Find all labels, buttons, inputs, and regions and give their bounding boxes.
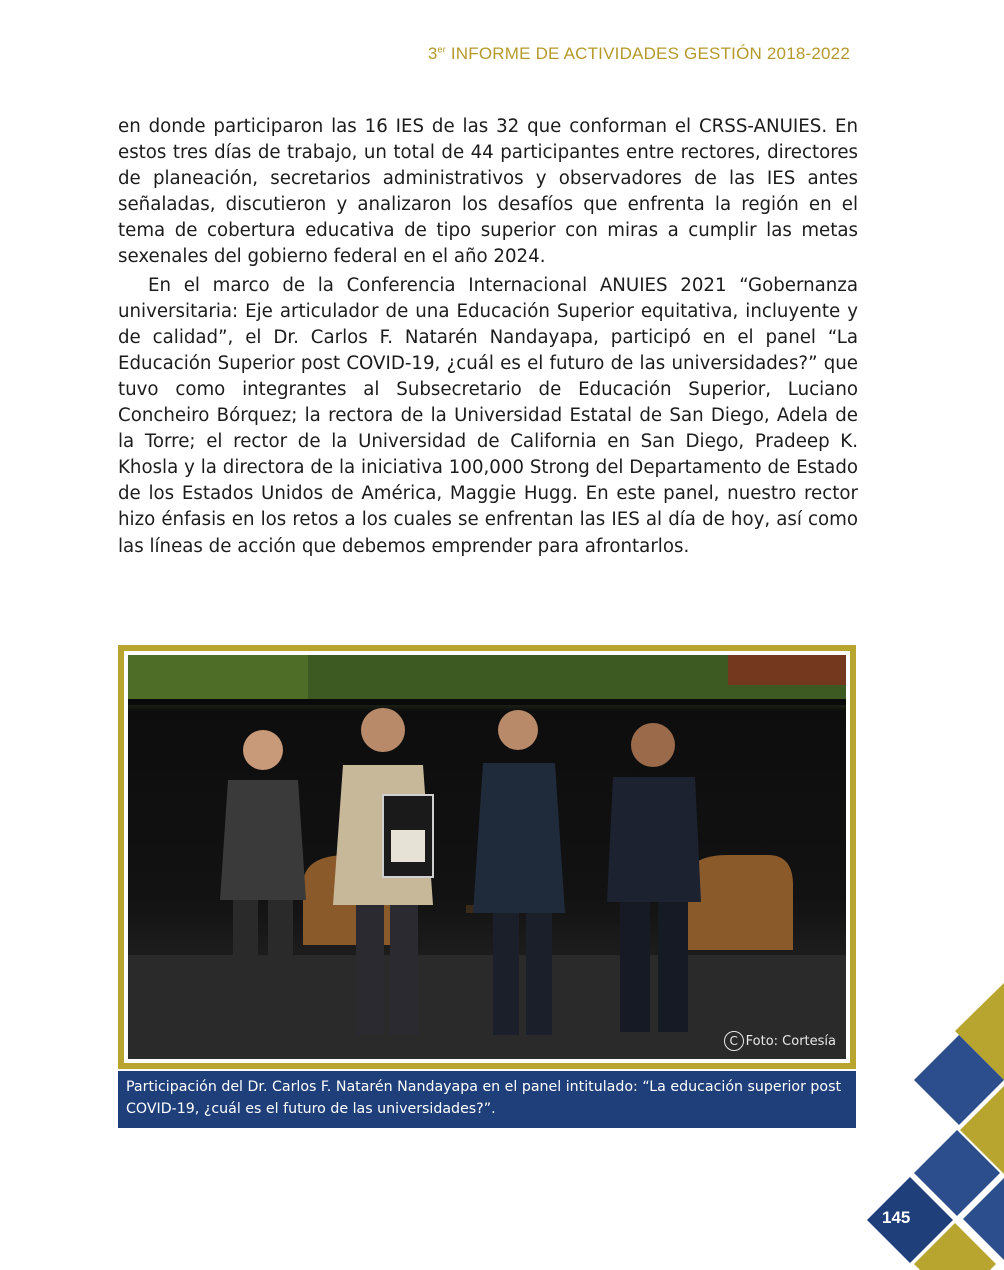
photo-illustration [128, 655, 846, 1059]
person-4-head [631, 723, 675, 767]
person-1-head [243, 730, 283, 770]
decorative-diamonds [854, 960, 1004, 1270]
header-superscript: er [437, 44, 446, 55]
header-title: INFORME DE ACTIVIDADES GESTIÓN 2018-2022 [450, 44, 850, 63]
copyright-icon: C [724, 1031, 744, 1051]
photo-credit-text: Foto: Cortesía [745, 1034, 836, 1049]
paragraph-1: en donde participaron las 16 IES de las 32 que conforman el CRSS-ANUIES. En estos tres días de trabajo, un total de 44 participantes entre rectores, directores de planeación, secretarios administrativos y observadores de las IES antes señaladas, discutieron y analizaron los desafíos que enfrenta la región en el tema de cobertura educativa de tipo superior con miras a cumplir las metas sexenales del gobierno federal en el año 2024. [118, 116, 858, 268]
event-photo [128, 655, 846, 1059]
photo-frame [118, 645, 856, 1069]
person-1-body [220, 780, 306, 900]
person-3-head [498, 710, 538, 750]
person-2-head [361, 708, 405, 752]
armchair-right [688, 855, 793, 950]
header-number: 3 [427, 44, 438, 63]
photo-credit [724, 1031, 836, 1051]
running-header [428, 44, 850, 64]
photo-caption: Participación del Dr. Carlos F. Natarén Nandayapa en el panel intitulado: “La educación superior post COVID-19, ¿cuál es el futuro de las universidades?”. [118, 1071, 856, 1128]
page-number: 145 [882, 1208, 911, 1227]
paragraph-2: En el marco de la Conferencia Internacional ANUIES 2021 “Gobernanza universitaria: Eje articulador de una Educación Superior equitativa, incluyente y de calidad”, el Dr. Carlos F. Natarén Nandayapa, participó en el panel “La Educación Superior post COVID-19, ¿cuál es el futuro de las universidades?” que tuvo como integrantes al Subsecretario de Educación Superior, Luciano Concheiro Bórquez; la rectora de la Universidad Estatal de San Diego, Adela de la Torre; el rector de la Universidad de California en San Diego, Pradeep K. Khosla y la directora de la iniciativa 100,000 Strong del Departamento de Estado de los Estados Unidos de América, Maggie Hugg. En este panel, nuestro rector hizo énfasis en los retos a los cuales se enfrentan las IES al día de hoy, así como las líneas de acción que debemos emprender para afrontarlos. [118, 274, 858, 557]
person-3-body [473, 763, 565, 913]
body-text [118, 114, 858, 560]
person-4-body [607, 777, 701, 902]
